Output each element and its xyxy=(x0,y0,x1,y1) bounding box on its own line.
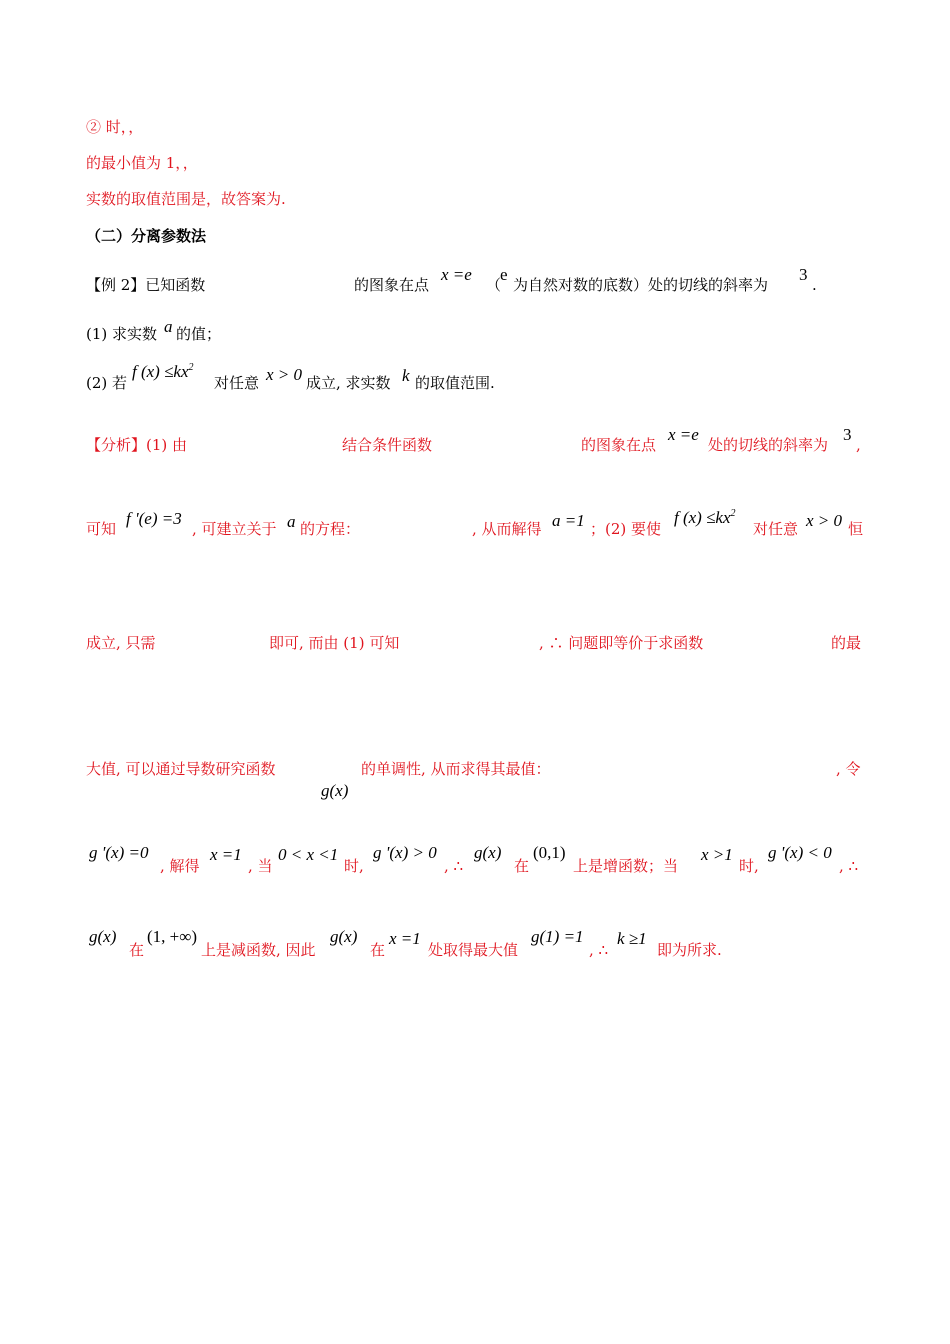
math-x-eq-e: x =e xyxy=(441,265,472,284)
analysis-a3: 的图象在点 xyxy=(581,436,657,454)
question-1-b: 的值； xyxy=(176,325,222,343)
analysis-c1: 成立, 只需 xyxy=(86,634,156,652)
analysis-b7: 恒 xyxy=(848,520,864,538)
math-gprime-eq-0: g '(x) =0 xyxy=(89,843,149,862)
analysis-e2: , 当 xyxy=(248,857,273,875)
question-1-a: (1) 求实数 xyxy=(86,325,158,343)
math-x-gt-0: x > 0 xyxy=(266,365,303,384)
math-interval-0-1: (0,1) xyxy=(533,843,566,862)
analysis-b4: , 从而解得 xyxy=(472,520,542,538)
math-a-eq-1: a =1 xyxy=(552,511,585,530)
math-g1-eq-1: g(1) =1 xyxy=(531,927,584,946)
math-x-eq-1: x =1 xyxy=(210,845,242,864)
math-0-lt-x-lt-1: 0 < x <1 xyxy=(278,845,339,864)
math-f-le-kx2: f $(x) \le kx^2$ xyxy=(132,362,194,381)
math-k-ge-1: k ≥1 xyxy=(617,929,647,948)
analysis-a1: 【分析】(1) 由 xyxy=(86,436,188,454)
math-g-x: g(x) xyxy=(321,781,349,800)
math-gprime-gt-0: g '(x) > 0 xyxy=(373,843,437,862)
math-fprime-e: f '(e) =3 xyxy=(126,509,182,528)
analysis-d2: 的单调性, 从而求得其最值： xyxy=(361,760,551,778)
section-title: （二）分离参数法 xyxy=(86,227,207,245)
answer-line-2: 的最小值为 1，， xyxy=(86,154,198,172)
math-3-2: 3 xyxy=(843,425,852,444)
analysis-d1: 大值, 可以通过导数研究函数 xyxy=(86,760,276,778)
question-2-b: 对任意 xyxy=(214,374,260,392)
question-2-d: 的取值范围. xyxy=(415,374,495,392)
math-x-gt-0-2: x > 0 xyxy=(806,511,843,530)
analysis-f1: 在 xyxy=(129,941,145,959)
question-2-c: 成立, 求实数 xyxy=(306,374,391,392)
analysis-b3: 的方程： xyxy=(300,520,361,538)
math-x-gt-1: x >1 xyxy=(701,845,733,864)
example-text-2: 为自然对数的底数）处的切线的斜率为 xyxy=(513,276,769,294)
analysis-d3: , 令 xyxy=(836,760,861,778)
math-a-2: a xyxy=(287,512,296,531)
math-x-eq-e-2: x =e xyxy=(668,425,699,444)
analysis-f2: 上是减函数, 因此 xyxy=(201,941,316,959)
analysis-b1: 可知 xyxy=(86,520,117,538)
math-3: 3 xyxy=(799,265,808,284)
analysis-e5: 在 xyxy=(514,857,530,875)
math-a: a xyxy=(164,317,173,336)
math-k: k xyxy=(402,366,410,385)
analysis-c2: 即可, 而由 (1) 可知 xyxy=(269,634,400,652)
answer-line-3: 实数的取值范围是，故答案为. xyxy=(86,190,286,208)
answer-line-1: ② 时，， xyxy=(86,118,144,136)
math-g-x-2: g(x) xyxy=(474,843,502,862)
example-paren-open: （ xyxy=(486,276,502,294)
math-e: e xyxy=(500,265,508,284)
analysis-f6: 即为所求. xyxy=(657,941,722,959)
analysis-c4: 的最 xyxy=(831,634,862,652)
analysis-f5: , ∴ xyxy=(589,941,609,959)
analysis-e1: , 解得 xyxy=(160,857,200,875)
analysis-a4: 处的切线的斜率为 xyxy=(708,436,829,454)
example-label: 【例 2】已知函数 xyxy=(86,276,206,294)
math-gprime-lt-0: g '(x) < 0 xyxy=(768,843,832,862)
analysis-b5: ；(2) 要使 xyxy=(590,520,662,538)
analysis-b2: , 可建立关于 xyxy=(192,520,277,538)
analysis-e6: 上是增函数；当 xyxy=(573,857,679,875)
analysis-a2: 结合条件函数 xyxy=(342,436,433,454)
analysis-f3: 在 xyxy=(370,941,386,959)
analysis-a5: , xyxy=(856,436,861,454)
analysis-e4: , ∴ xyxy=(444,857,464,875)
question-2-a: (2) 若 xyxy=(86,374,128,392)
analysis-e8: , ∴ xyxy=(839,857,859,875)
math-f-le-kx2-2: f $(x) \le kx^2$ xyxy=(674,508,736,527)
analysis-e3: 时, xyxy=(344,857,364,875)
math-g-x-4: g(x) xyxy=(330,927,358,946)
math-interval-1-inf: (1, +∞) xyxy=(147,927,198,946)
analysis-c3: , ∴ 问题即等价于求函数 xyxy=(539,634,704,652)
math-x-eq-1-2: x =1 xyxy=(389,929,421,948)
analysis-e7: 时, xyxy=(739,857,759,875)
analysis-b6: 对任意 xyxy=(753,520,799,538)
analysis-f4: 处取得最大值 xyxy=(428,941,519,959)
math-g-x-3: g(x) xyxy=(89,927,117,946)
example-period: . xyxy=(812,276,817,294)
example-text-1: 的图象在点 xyxy=(354,276,430,294)
